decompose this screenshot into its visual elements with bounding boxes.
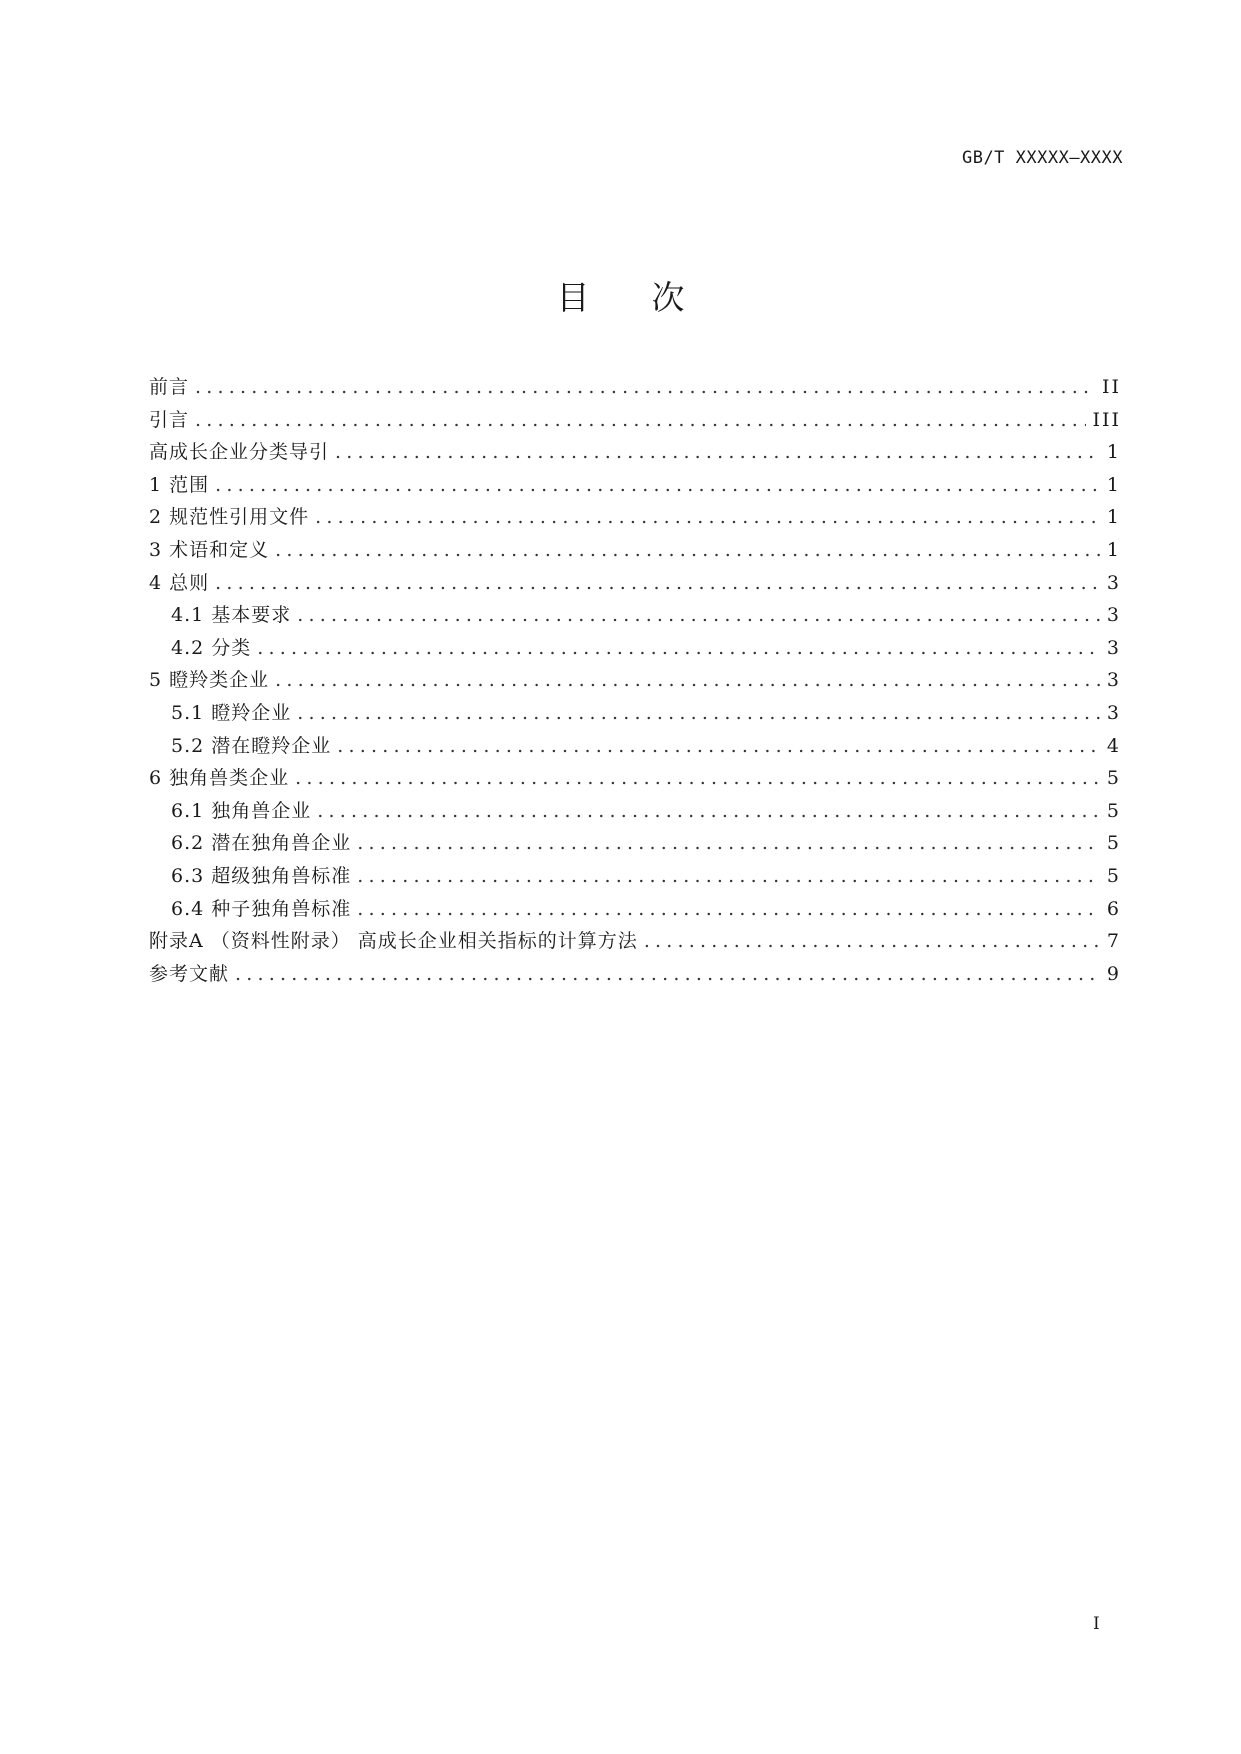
toc-entry-page: III (1092, 408, 1121, 431)
toc-entry[interactable] (149, 796, 1121, 829)
toc-entry[interactable] (149, 405, 1121, 438)
toc-leader-dots (257, 637, 1101, 659)
toc-entry-page: 3 (1106, 669, 1121, 692)
toc-entry-page: 1 (1106, 538, 1121, 561)
toc-entry-title: 4.2 分类 (171, 636, 252, 659)
toc-entry-page: 7 (1106, 930, 1121, 953)
toc-leader-dots (275, 539, 1101, 561)
toc-entry-title: 5 瞪羚类企业 (149, 669, 270, 692)
toc-entry[interactable] (149, 959, 1121, 992)
toc-entry-title: 6 独角兽类企业 (149, 767, 290, 790)
toc-entry[interactable] (149, 633, 1121, 666)
toc-entry-page: 5 (1106, 799, 1121, 822)
toc-entry-title: 附录A （资料性附录） 高成长企业相关指标的计算方法 (149, 930, 638, 953)
toc-entry[interactable] (149, 372, 1121, 405)
toc-entry-title: 高成长企业分类导引 (149, 441, 330, 464)
toc-entry[interactable] (149, 763, 1121, 796)
toc-entry-title: 4 总则 (149, 571, 210, 594)
toc-entry[interactable] (149, 894, 1121, 927)
toc-entry-title: 6.1 独角兽企业 (171, 799, 312, 822)
toc-entry-title: 6.4 种子独角兽标准 (171, 897, 352, 920)
toc-leader-dots (315, 506, 1101, 528)
toc-entry[interactable] (149, 568, 1121, 601)
toc-entry-page: 1 (1106, 506, 1121, 529)
page-number: I (1093, 1614, 1100, 1634)
toc-entry-title: 5.1 瞪羚企业 (171, 701, 292, 724)
page-title: 目次 (556, 278, 747, 317)
toc-entry-title: 参考文献 (149, 962, 230, 985)
toc-leader-dots (317, 800, 1101, 822)
document-code: GB/T XXXXX—XXXX (961, 148, 1123, 168)
toc-entry-title: 引言 (149, 408, 190, 431)
toc-entry-page: 9 (1106, 962, 1121, 985)
toc-entry[interactable] (149, 665, 1121, 698)
toc-entry-page: 1 (1106, 441, 1121, 464)
toc-entry-page: 3 (1106, 701, 1121, 724)
toc-leader-dots (215, 474, 1101, 496)
toc-leader-dots (297, 604, 1101, 626)
toc-entry-title: 4.1 基本要求 (171, 604, 292, 627)
toc-leader-dots (195, 376, 1096, 398)
toc-entry[interactable] (149, 600, 1121, 633)
toc-leader-dots (195, 409, 1086, 431)
toc-leader-dots (335, 441, 1101, 463)
toc-entry-page: 3 (1106, 636, 1121, 659)
toc-entry-title: 前言 (149, 376, 190, 398)
toc-entry-title: 2 规范性引用文件 (149, 506, 310, 529)
toc-leader-dots (275, 669, 1101, 691)
toc-entry-title: 6.3 超级独角兽标准 (171, 864, 352, 887)
toc-leader-dots (215, 572, 1101, 594)
toc-entry[interactable] (149, 437, 1121, 470)
table-of-contents (149, 372, 1121, 991)
toc-entry[interactable] (149, 470, 1121, 503)
toc-entry-page: II (1101, 376, 1121, 398)
toc-entry-page: 3 (1106, 604, 1121, 627)
toc-entry-page: 6 (1106, 897, 1121, 920)
toc-leader-dots (337, 735, 1101, 757)
toc-entry[interactable] (149, 926, 1121, 959)
toc-leader-dots (297, 702, 1101, 724)
toc-entry[interactable] (149, 828, 1121, 861)
toc-entry-page: 3 (1106, 571, 1121, 594)
toc-entry-page: 5 (1106, 832, 1121, 855)
toc-entry-title: 6.2 潜在独角兽企业 (171, 832, 352, 855)
toc-leader-dots (295, 767, 1101, 789)
toc-leader-dots (357, 832, 1101, 854)
toc-entry[interactable] (149, 861, 1121, 894)
toc-entry-page: 1 (1106, 473, 1121, 496)
toc-leader-dots (357, 898, 1101, 920)
toc-leader-dots (644, 930, 1101, 952)
toc-entry-title: 3 术语和定义 (149, 538, 270, 561)
toc-entry[interactable] (149, 698, 1121, 731)
toc-entry-title: 5.2 潜在瞪羚企业 (171, 734, 332, 757)
toc-entry[interactable] (149, 535, 1121, 568)
toc-entry-page: 5 (1106, 864, 1121, 887)
toc-entry[interactable] (149, 731, 1121, 764)
toc-entry-page: 5 (1106, 767, 1121, 790)
toc-entry-page: 4 (1106, 734, 1121, 757)
toc-entry[interactable] (149, 502, 1121, 535)
toc-leader-dots (235, 963, 1101, 985)
toc-leader-dots (357, 865, 1101, 887)
toc-entry-title: 1 范围 (149, 473, 210, 496)
